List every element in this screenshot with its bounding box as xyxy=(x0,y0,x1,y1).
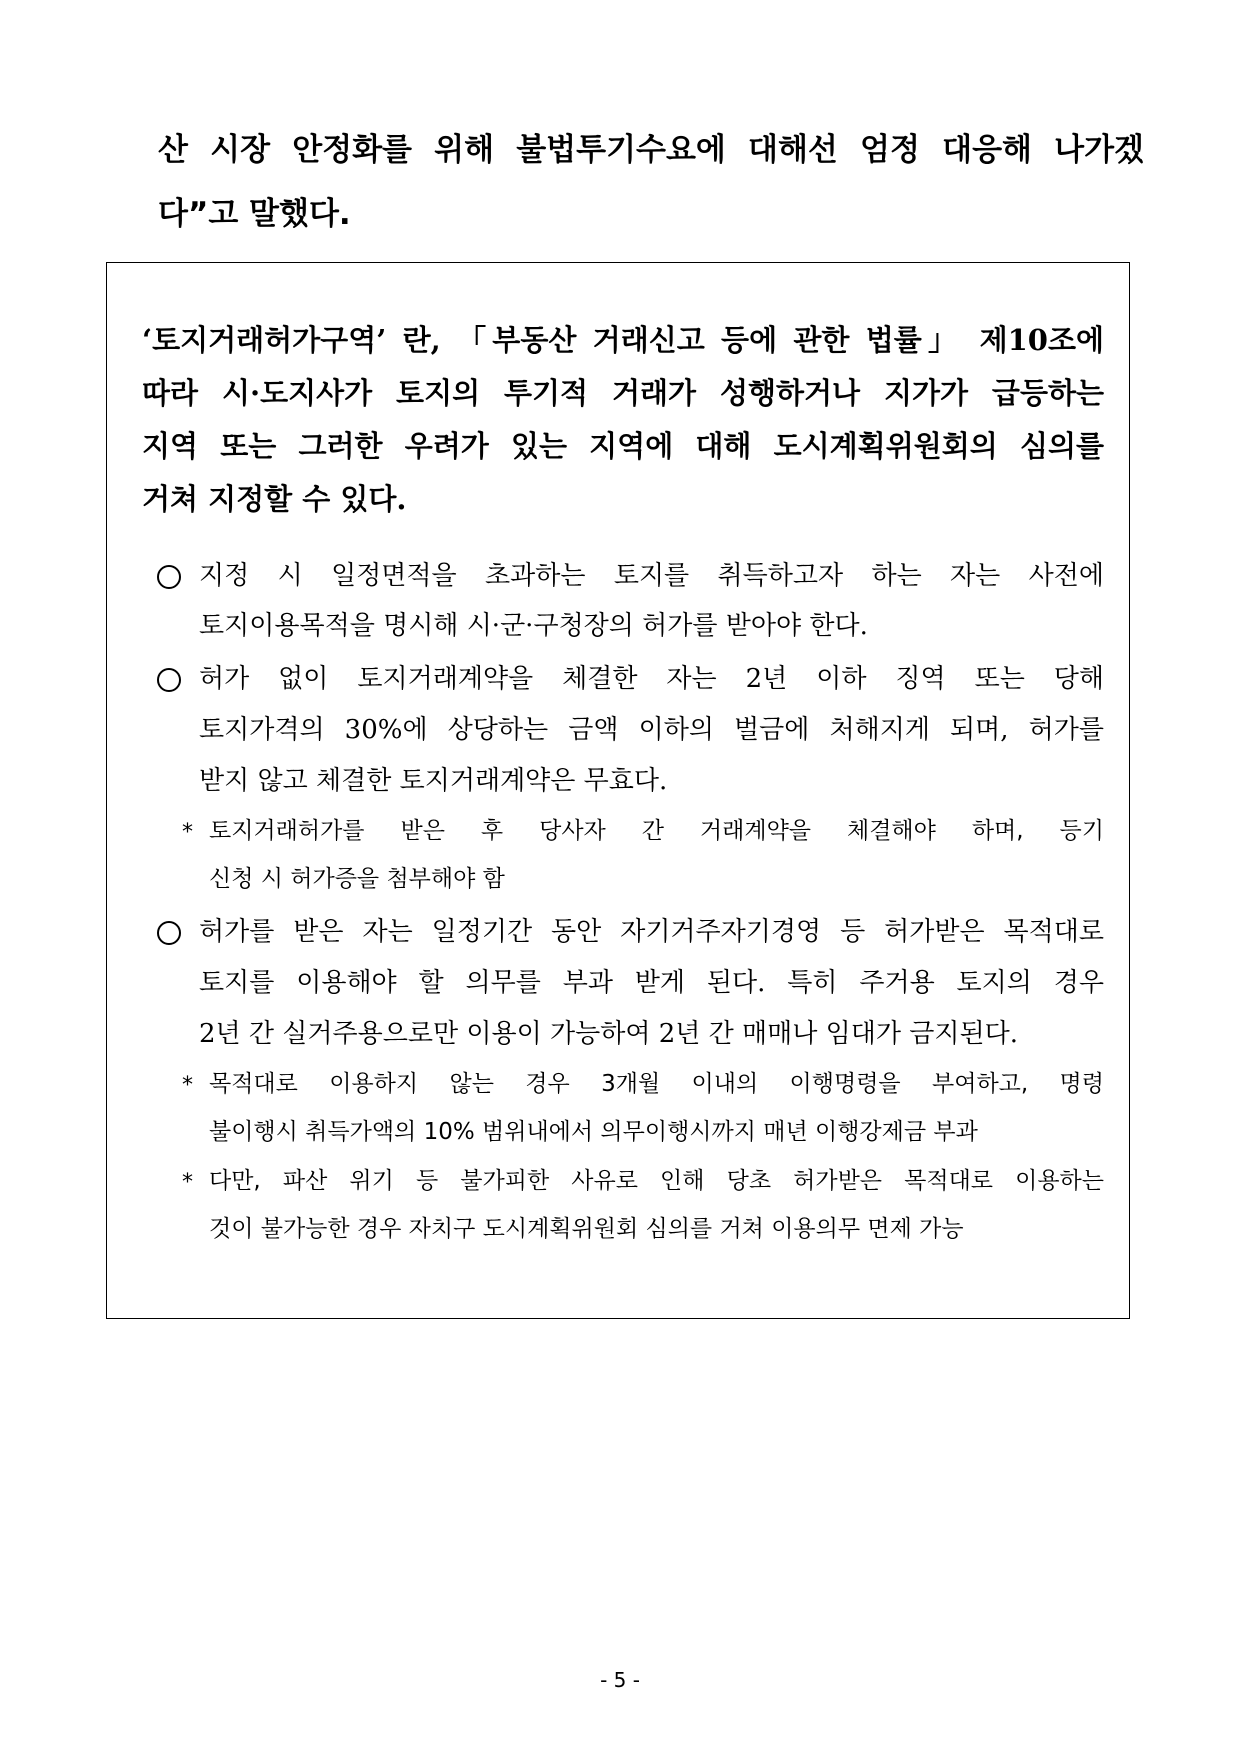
bullet-1-line: 토지이용목적을 명시해 시·군·구청장의 허가를 받아야 한다. xyxy=(199,611,868,641)
intro-line-1: 산 시장 안정화를 위해 불법투기수요에 대해선 엄정 대응해 나가겠 xyxy=(158,132,1144,168)
asterisk-icon: * xyxy=(182,1073,193,1098)
circle-bullet-icon xyxy=(157,921,181,945)
bullet-1-line: 지정 시 일정면적을 초과하는 토지를 취득하고자 하는 자는 사전에 xyxy=(199,561,1104,591)
asterisk-icon: * xyxy=(182,820,193,845)
bullet-3-line: 토지를 이용해야 할 의무를 부과 받게 된다. 특히 주거용 토지의 경우 xyxy=(199,968,1104,998)
note-2-line: 불이행시 취득가액의 10% 범위내에서 의무이행시까지 매년 이행강제금 부과 xyxy=(209,1119,978,1145)
asterisk-icon: * xyxy=(182,1170,193,1195)
note-2-line: 목적대로 이용하지 않는 경우 3개월 이내의 이행명령을 부여하고, 명령 xyxy=(209,1071,1104,1097)
bullet-3-line: 2년 간 실거주용으로만 이용이 가능하여 2년 간 매매나 임대가 금지된다. xyxy=(199,1019,1018,1049)
intro-line-2: 다”고 말했다. xyxy=(158,196,351,232)
bullet-2-line: 토지가격의 30%에 상당하는 금액 이하의 벌금에 처해지게 되며, 허가를 xyxy=(199,715,1104,745)
page-number: - 5 - xyxy=(600,1668,640,1692)
note-3-line: 다만, 파산 위기 등 불가피한 사유로 인해 당초 허가받은 목적대로 이용하는 xyxy=(209,1168,1104,1194)
bullet-2-line: 받지 않고 체결한 토지거래계약은 무효다. xyxy=(199,766,668,796)
definition-line: 거쳐 지정할 수 있다. xyxy=(142,482,407,516)
definition-box xyxy=(106,262,1130,1319)
bullet-3-line: 허가를 받은 자는 일정기간 동안 자기거주자기경영 등 허가받은 목적대로 xyxy=(199,917,1104,947)
note-1-line: 신청 시 허가증을 첨부해야 함 xyxy=(209,866,505,892)
definition-line: 따라 시·도지사가 토지의 투기적 거래가 성행하거나 지가가 급등하는 xyxy=(142,376,1104,410)
note-3-line: 것이 불가능한 경우 자치구 도시계획위원회 심의를 거쳐 이용의무 면제 가능 xyxy=(209,1216,964,1242)
definition-line: ‘토지거래허가구역’ 란, 「부동산 거래신고 등에 관한 법률」 제10조에 xyxy=(142,323,1104,357)
circle-bullet-icon xyxy=(157,565,181,589)
circle-bullet-icon xyxy=(157,668,181,692)
note-1-line: 토지거래허가를 받은 후 당사자 간 거래계약을 체결해야 하며, 등기 xyxy=(209,818,1104,844)
bullet-2-line: 허가 없이 토지거래계약을 체결한 자는 2년 이하 징역 또는 당해 xyxy=(199,664,1104,694)
definition-line: 지역 또는 그러한 우려가 있는 지역에 대해 도시계획위원회의 심의를 xyxy=(142,429,1104,463)
